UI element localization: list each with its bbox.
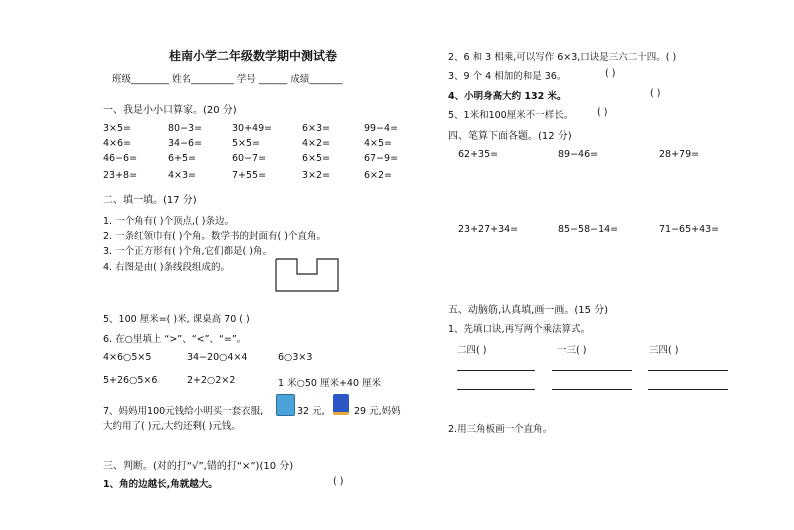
fill-q5: 5、100 厘米=( )米, 课桌高 70 ( ) [103, 314, 250, 325]
compare-item: 34−20○4×4 [187, 352, 248, 363]
mental-math-item: 34−6= [168, 138, 203, 149]
compare-item: 6○3×3 [278, 352, 313, 363]
mental-math-item: 4×6= [103, 138, 132, 149]
judge-q2: 2、6 和 3 相乘,可以写作 6×3,口诀是三六二十四。( ) [448, 52, 677, 63]
shirt-icon [276, 394, 295, 416]
mental-math-item: 30+49= [232, 123, 273, 134]
compare-item: 5+26○5×6 [103, 375, 158, 386]
judge-q1-answer: ( ) [333, 476, 344, 487]
brain-q2: 2.用三角板画一个直角。 [448, 424, 553, 435]
mental-math-item: 4×2= [302, 138, 331, 149]
written-calc-2: 89−46= [558, 149, 599, 160]
answer-line [552, 370, 632, 371]
written-calc-3: 28+79= [659, 149, 700, 160]
judge-q4: 4、小明身高大约 132 米。 [448, 91, 567, 102]
rhyme-item-1: 二四( ) [457, 345, 487, 356]
section-2-title: 二、填一填。(17 分) [103, 195, 197, 206]
fill-q2: 2. 一条红领巾有( )个角。数学书的封面有( )个直角。 [103, 231, 326, 242]
judge-q1: 1、角的边越长,角就越大。 [103, 479, 218, 490]
mental-math-item: 4×3= [168, 170, 197, 181]
mental-math-item: 3×2= [302, 170, 331, 181]
fill-q6: 6. 在○里填上 “>”、“<”、“=”。 [103, 334, 247, 345]
section-3-title: 三、判断。(对的打“√”,错的打“×”)(10 分) [103, 461, 294, 472]
mental-math-item: 6+5= [168, 153, 197, 164]
mental-math-item: 67−9= [364, 153, 399, 164]
mental-math-item: 3×5= [103, 123, 132, 134]
written-calc-4: 23+27+34= [458, 224, 519, 235]
fill-q4: 4. 右图是由( )条线段组成的。 [103, 262, 231, 273]
mental-math-item: 7+55= [232, 170, 267, 181]
mental-math-item: 46−6= [103, 153, 138, 164]
mental-math-item: 6×2= [364, 170, 393, 181]
judge-q3: 3、9 个 4 相加的和是 36。 [448, 71, 567, 82]
student-info-line: 班级________ 姓名_________ 学号 ______ 成绩_______ [112, 74, 343, 85]
mental-math-item: 80−3= [168, 123, 203, 134]
segment-figure [275, 258, 339, 292]
shorts-price: 29 元,妈妈 [354, 406, 401, 417]
judge-q3-answer: ( ) [605, 68, 616, 79]
answer-line [457, 389, 535, 390]
mental-math-item: 5×5= [232, 138, 261, 149]
mental-math-item: 60−7= [232, 153, 267, 164]
section-1-title: 一、我是小小口算家。(20 分) [103, 105, 237, 116]
judge-q5-answer: ( ) [597, 107, 608, 118]
shorts-icon [333, 394, 349, 415]
section-4-title: 四、笔算下面各题。(12 分) [448, 131, 572, 142]
written-calc-6: 71−65+43= [659, 224, 720, 235]
brain-q1: 1、先填口诀,再写两个乘法算式。 [448, 324, 591, 335]
written-calc-1: 62+35= [458, 149, 499, 160]
compare-item: 1 米○50 厘米+40 厘米 [278, 378, 382, 389]
judge-q4-answer: ( ) [650, 88, 661, 99]
fill-q7-line1: 7、妈妈用100元钱给小明买一套衣服, [103, 406, 264, 417]
rhyme-item-3: 三四( ) [649, 345, 679, 356]
answer-line [552, 389, 632, 390]
fill-q1: 1. 一个角有( )个顶点,( )条边。 [103, 216, 234, 227]
fill-q3: 3. 一个正方形有( )个角,它们都是( )角。 [103, 246, 272, 257]
answer-line [648, 370, 728, 371]
answer-line [457, 370, 535, 371]
page-title: 桂南小学二年级数学期中测试卷 [169, 49, 338, 63]
mental-math-item: 99−4= [364, 123, 399, 134]
mental-math-item: 4×5= [364, 138, 393, 149]
compare-item: 4×6○5×5 [103, 352, 152, 363]
mental-math-item: 6×5= [302, 153, 331, 164]
answer-line [648, 389, 728, 390]
section-5-title: 五、动脑筋,认真填,画一画。(15 分) [448, 305, 609, 316]
rhyme-item-2: 一三( ) [557, 345, 587, 356]
compare-item: 2+2○2×2 [187, 375, 236, 386]
judge-q5: 5、1米和100厘米不一样长。 [448, 110, 574, 121]
fill-q7-line2: 大约用了( )元,大约还剩( )元钱。 [103, 421, 241, 432]
mental-math-item: 23+8= [103, 170, 138, 181]
mental-math-item: 6×3= [302, 123, 331, 134]
written-calc-5: 85−58−14= [558, 224, 619, 235]
shirt-price: 32 元, [297, 406, 325, 417]
